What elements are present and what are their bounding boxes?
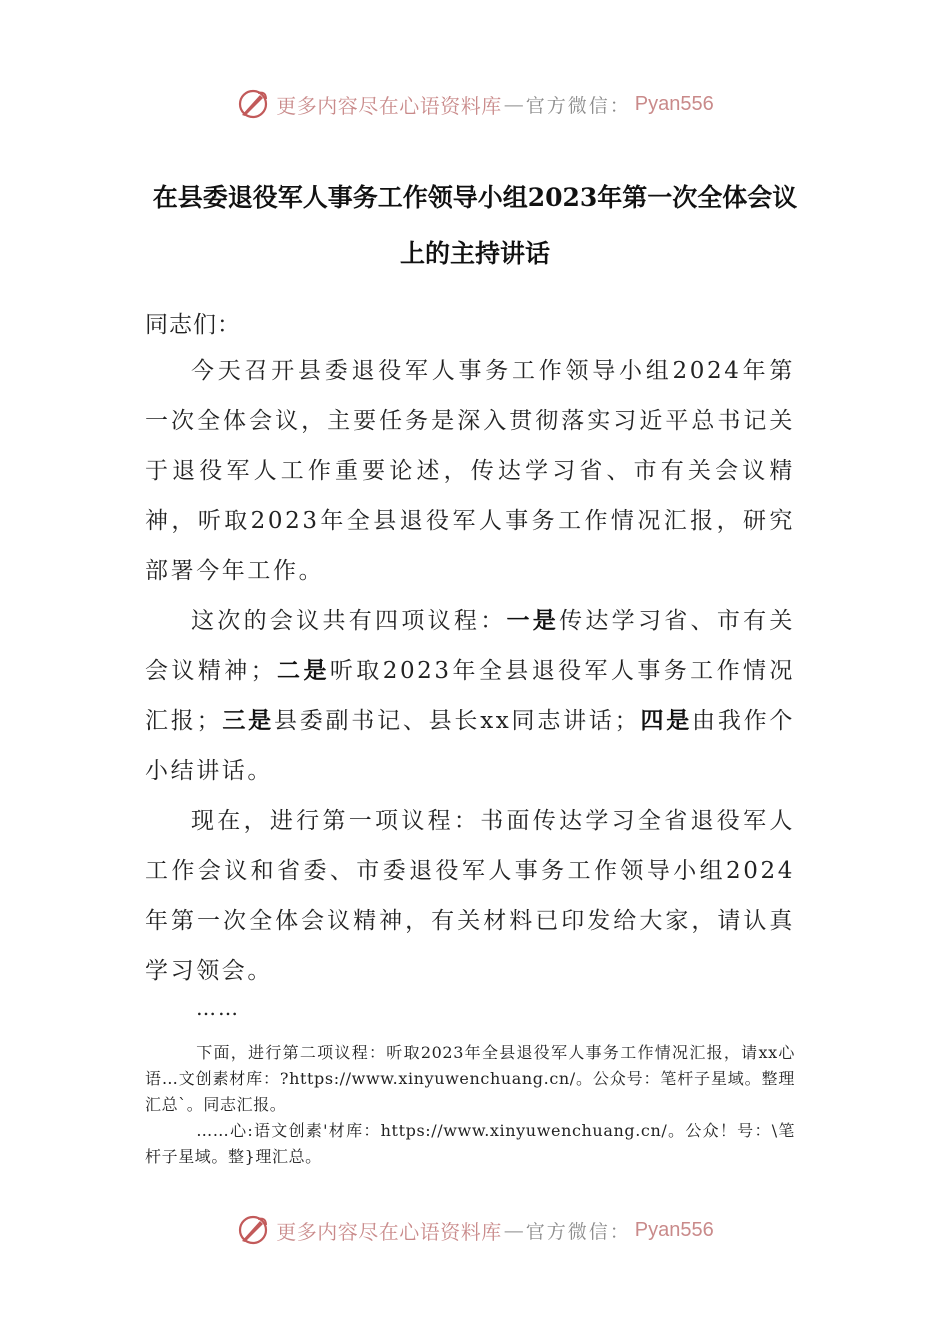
header-banner <box>0 82 950 126</box>
agenda-item-1: 传达学习省、市有关会议精神； <box>145 608 796 684</box>
banner-wechat-id: Pyan556 <box>634 92 714 115</box>
paragraph-3: 现在，进行第一项议程：书面传达学习全省退役军人工作会议和省委、市委退役军人事务工作领导小组2024年第一次全体会议精神，有关材料已印发给大家，请认真学习领会。 <box>145 808 795 984</box>
paragraph-2 <box>145 596 795 796</box>
small-paragraph-2: ……心:语文创素'材库：https://www.xinyuwenchuang.cn/。公众！号：\笔杆子星域。整}理汇总。 <box>145 1121 795 1166</box>
agenda-intro: 这次的会议共有四项议程： <box>191 608 507 634</box>
banner-text: 更多内容尽在心语资料库 <box>276 1219 502 1244</box>
agenda-label-3: 三是 <box>222 707 274 734</box>
agenda-label-4: 四是 <box>640 707 693 734</box>
ellipsis: …… <box>196 996 240 1020</box>
quill-logo-icon <box>236 1213 270 1247</box>
small-paragraph-1: 下面，进行第二项议程：听取2023年全县退役军人事务工作情况汇报，请xx心语…文创素材库：?https://www.xinyuwenchuang.cn/。公众号：笔杆子星域。整理汇总`。同志汇报。 <box>145 1043 795 1114</box>
agenda-item-3: 县委副书记、县长xx同志讲话； <box>273 708 641 734</box>
agenda-label-2: 二是 <box>276 657 330 684</box>
small-text-block <box>145 1040 795 1170</box>
greeting: 同志们： <box>145 312 241 338</box>
banner-wechat-label: 官方微信： <box>525 1220 631 1243</box>
banner-wechat-id: Pyan556 <box>634 1218 714 1241</box>
title-line-1: 在县委退役军人事务工作领导小组2023年第一次全体会议 <box>152 183 798 212</box>
paragraph-1: 今天召开县委退役军人事务工作领导小组2024年第一次全体会议，主要任务是深入贯彻落实习近平总书记关于退役军人工作重要论述，传达学习省、市有关会议精神，听取2023年全县退役军人事务工作情况汇报，研究部署今年工作。 <box>145 358 795 584</box>
title-line-2: 上的主持讲话 <box>399 239 550 268</box>
document-body <box>145 346 795 996</box>
quill-logo-icon <box>236 87 270 121</box>
banner-text: 更多内容尽在心语资料库 <box>276 93 502 118</box>
banner-wechat-label: 官方微信： <box>525 94 631 117</box>
banner-separator: — <box>503 1218 524 1242</box>
document-title <box>145 170 805 282</box>
agenda-label-1: 一是 <box>506 607 560 634</box>
agenda-item-4: 由我作个小结讲话。 <box>145 708 795 784</box>
banner-separator: — <box>503 92 524 116</box>
footer-banner <box>0 1208 950 1252</box>
agenda-item-2: 听取2023年全县退役军人事务工作情况汇报； <box>145 658 796 734</box>
